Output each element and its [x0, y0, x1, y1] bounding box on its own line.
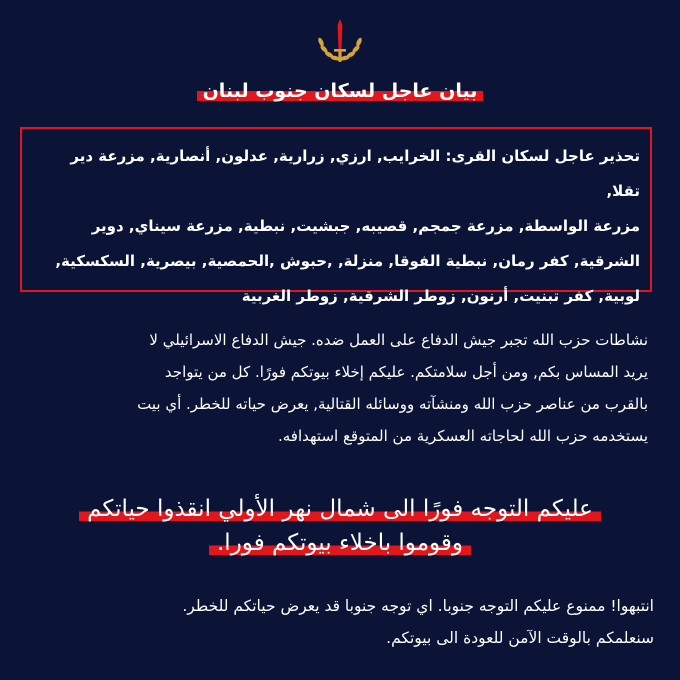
evacuation-line: عليكم التوجه فورًا الى شمال نهر الأولي انقذوا حياتكم: [79, 492, 601, 526]
warning-line: تحذير عاجل لسكان القرى: الخرايب, ارزي, زرارية, عدلون, أنصارية, مزرعة دير تقلا,: [70, 147, 640, 200]
body-line: يستخدمه حزب الله لحاجاته العسكرية من المتوقع استهدافه.: [277, 427, 648, 445]
notice-line: انتبهوا! ممنوع عليكم التوجه جنوبا. اي توجه جنوبا قد يعرض حياتكم للخطر.: [182, 597, 654, 615]
title-container: [0, 78, 680, 108]
body-line: يريد المساس بكم, ومن أجل سلامتكم. عليكم إخلاء بيوتكم فورًا. كل من يتواجد: [164, 363, 648, 381]
evacuation-callout: [0, 492, 680, 560]
body-line: نشاطات حزب الله تجبر جيش الدفاع على العمل ضده. جيش الدفاع الاسرائيلي لا: [149, 331, 648, 349]
warning-line: الشرقية, كفر رمان, نبطية الفوقا, منزلة, ,حبوش ,الحمصية, بيصرية, السكسكية,: [55, 252, 640, 270]
body-line: بالقرب من عناصر حزب الله ومنشآته ووسائله القتالية, يعرض حياته للخطر. أي بيت: [137, 395, 648, 413]
warning-line: مزرعة الواسطة, مزرعة جمجم, قصيبه, جبشيت, نبطية, مزرعة سيناي, دوير: [91, 217, 640, 235]
warning-box: [20, 127, 652, 305]
body-paragraph: [28, 324, 648, 452]
warning-text: [32, 139, 640, 314]
warning-line: لوبية, كفر تبنيت, أرنون, زوطر الشرقية, زوطر الغربية: [241, 287, 640, 305]
notice-line: سنعلمكم بالوقت الآمن للعودة الى بيوتكم.: [386, 629, 654, 647]
idf-emblem-icon: [313, 18, 367, 64]
evacuation-line: وقوموا باخلاء بيوتكم فورا.: [209, 526, 471, 560]
notice-paragraph: [28, 590, 654, 654]
page-title: بيان عاجل لسكان جنوب لبنان: [197, 78, 484, 104]
